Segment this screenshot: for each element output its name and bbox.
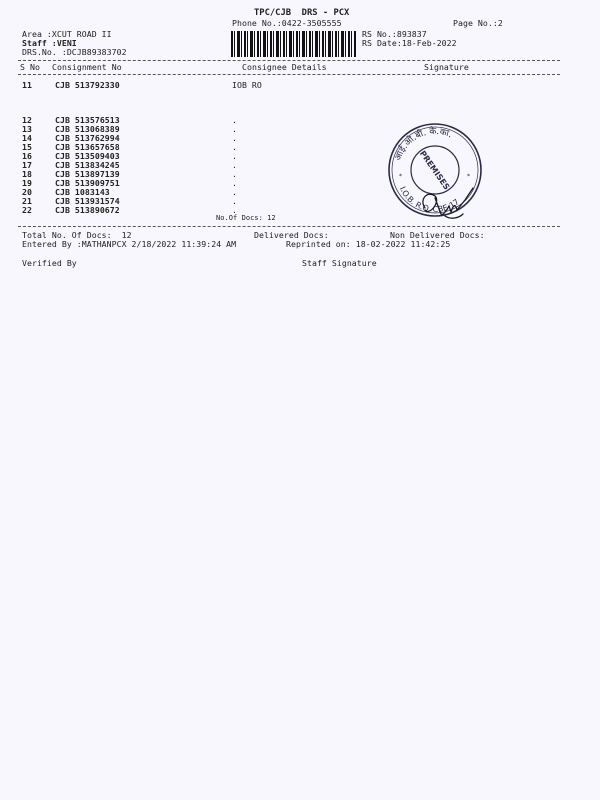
row-sno: 15 [22,142,32,152]
row-consignment: CJB 513834245 [55,160,120,170]
stamp-bottom-text: I.O.B. R.O. CBE-17 [397,185,461,215]
row-consignment: CJB 513657658 [55,142,120,152]
staff-signature-label: Staff Signature [302,258,377,268]
divider-line [18,226,560,227]
row-consignee: IOB RO [232,80,262,90]
document-title: TPC/CJB DRS - PCX [254,8,350,18]
row-sno: 11 [22,80,32,90]
area-label: Area :XCUT ROAD II [22,29,112,39]
row-consignment: CJB 513897139 [55,169,120,179]
row-sno: 21 [22,196,32,206]
rs-number: RS No.:893837 [362,29,427,39]
row-consignment: CJB 513762994 [55,133,120,143]
row-consignee: . [232,124,237,134]
row-consignment: CJB 513576513 [55,115,120,125]
row-sno: 18 [22,169,32,179]
row-consignee: . [232,160,237,170]
row-sno: 22 [22,205,32,215]
row-consignment: CJB 513890672 [55,205,120,215]
rs-date: RS Date:18-Feb-2022 [362,38,457,48]
stamp-top-text: आई.ओ.बी. के.का. [393,126,454,163]
row-consignee: . [232,133,237,143]
row-consignee: . [232,196,237,206]
docs-count: No.Of Docs: 12 [216,214,276,222]
row-sno: 17 [22,160,32,170]
column-header-sno: S No [20,62,40,72]
row-consignee: . [232,115,237,125]
row-consignee: . [232,169,237,179]
row-consignment: CJB 513931574 [55,196,120,206]
row-consignment: CJB 513909751 [55,178,120,188]
column-header-consignee: Consignee Details [242,62,327,72]
row-consignee: . [232,142,237,152]
row-sno: 16 [22,151,32,161]
row-sno: 20 [22,187,32,197]
verified-by-label: Verified By [22,258,77,268]
reprinted-on: Reprinted on: 18-02-2022 11:42:25 [286,239,451,249]
star-icon: * [467,173,470,180]
row-consignee: . [232,151,237,161]
star-icon: * [399,173,402,180]
barcode [231,31,356,57]
row-sno: 19 [22,178,32,188]
staff-label: Staff :VENI [22,38,77,48]
total-docs: Total No. Of Docs: 12 [22,230,132,240]
handwritten-signature [415,180,490,225]
column-header-signature: Signature [424,62,469,72]
divider-line [18,74,560,75]
row-consignment: CJB 1083143 [55,187,110,197]
row-consignment: CJB 513068389 [55,124,120,134]
delivered-docs: Delivered Docs: [254,230,329,240]
row-consignee: . [232,205,237,215]
row-sno: 14 [22,133,32,143]
page-number: Page No.:2 [453,18,503,28]
non-delivered-docs: Non Delivered Docs: [390,230,485,240]
row-sno: 12 [22,115,32,125]
row-consignee: . [232,187,237,197]
column-header-consignment: Consignment No [52,62,122,72]
phone-number: Phone No.:0422-3505555 [232,18,342,28]
row-consignee: . [232,178,237,188]
row-consignment: CJB 513792330 [55,80,120,90]
drs-number: DRS.No. :DCJB89383702 [22,47,127,57]
entered-by: Entered By :MATHANPCX 2/18/2022 11:39:24 AM [22,239,237,249]
divider-line [18,60,560,61]
row-sno: 13 [22,124,32,134]
stamp-center-text: PREMISES [417,149,452,192]
row-consignment: CJB 513509403 [55,151,120,161]
